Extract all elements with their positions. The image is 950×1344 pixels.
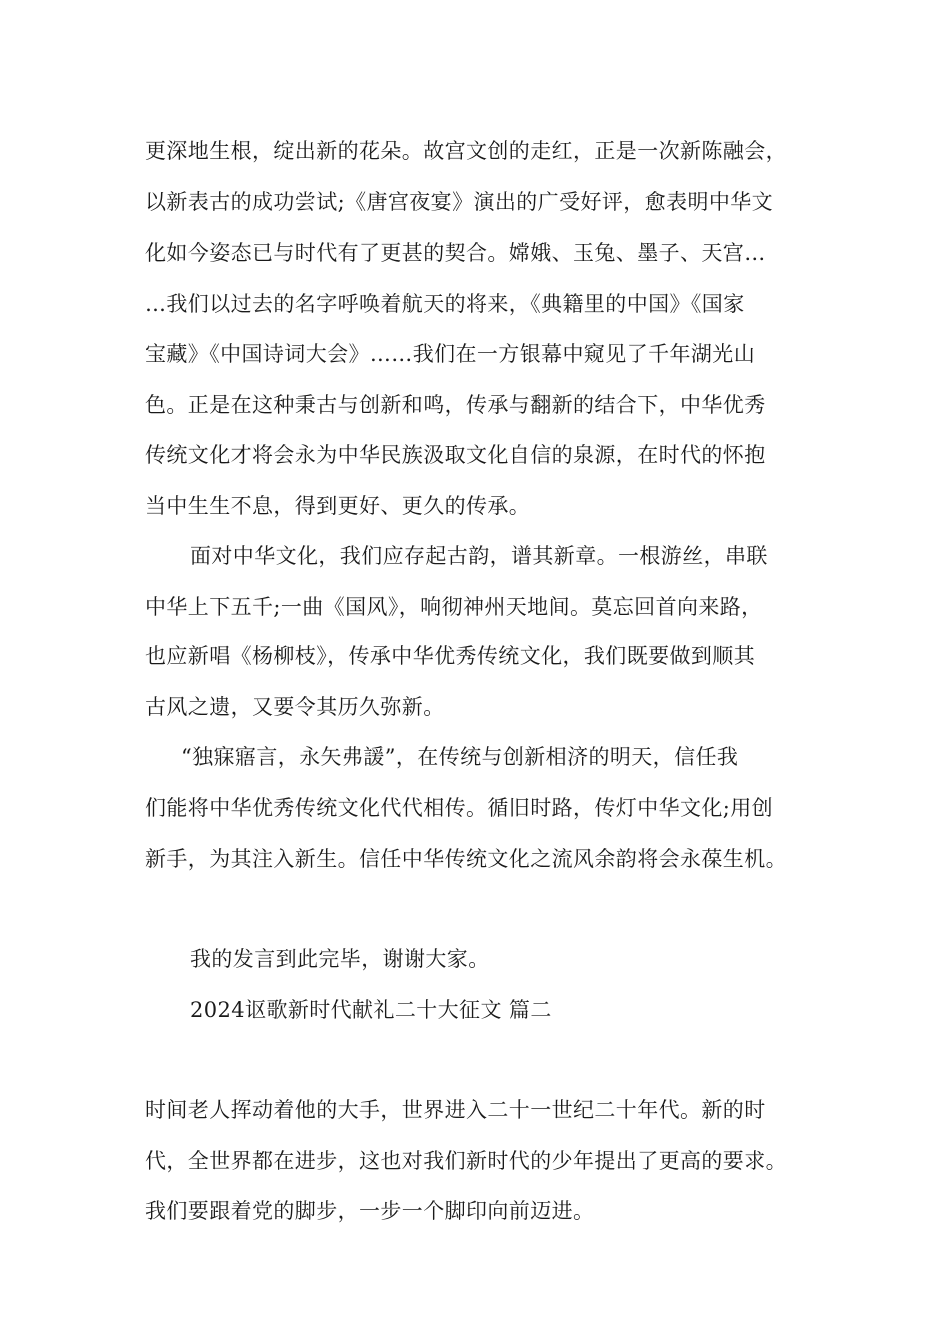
- paragraph-2-line-3: 也应新唱《杨柳枝》，传承中华优秀传统文化，我们既要做到顺其: [145, 644, 756, 668]
- paragraph-1-line-3: 化如今姿态已与时代有了更甚的契合。嫦娥、玉兔、墨子、天宫…: [145, 241, 766, 265]
- paragraph-3-line-1: “独寐寤言，永矢弗諼”，在传统与创新相济的明天，信任我: [181, 745, 739, 769]
- paragraph-4-line-2: 代，全世界都在进步，这也对我们新时代的少年提出了更高的要求。: [145, 1149, 787, 1173]
- paragraph-1-line-4: …我们以过去的名字呼唤着航天的将来，《典籍里的中国》《国家: [145, 292, 745, 316]
- paragraph-2-line-4: 古风之遗，又要令其历久弥新。: [145, 695, 445, 719]
- paragraph-1-line-7: 传统文化才将会永为中华民族汲取文化自信的泉源，在时代的怀抱: [145, 443, 766, 467]
- paragraph-4-line-1: 时间老人挥动着他的大手，世界进入二十一世纪二十年代。新的时: [145, 1098, 766, 1122]
- paragraph-1-line-8: 当中生生不息，得到更好、更久的传承。: [145, 494, 531, 518]
- paragraph-3-line-3: 新手，为其注入新生。信任中华传统文化之流风余韵将会永葆生机。: [145, 847, 787, 871]
- paragraph-2-line-2: 中华上下五千;一曲《国风》，响彻神州天地间。莫忘回首向来路，: [145, 595, 763, 619]
- paragraph-3-line-2: 们能将中华优秀传统文化代代相传。循旧时路，传灯中华文化;用创: [145, 796, 774, 820]
- closing-line: 我的发言到此完毕，谢谢大家。: [190, 947, 490, 971]
- paragraph-2-line-1: 面对中华文化，我们应存起古韵，谱其新章。一根游丝，串联: [190, 544, 768, 568]
- section-heading: 2024讴歌新时代献礼二十大征文 篇二: [190, 998, 552, 1022]
- paragraph-1-line-5: 宝藏》《中国诗词大会》……我们在一方银幕中窥见了千年湖光山: [145, 342, 756, 366]
- paragraph-4-line-3: 我们要跟着党的脚步，一步一个脚印向前迈进。: [145, 1199, 595, 1223]
- paragraph-1-line-2: 以新表古的成功尝试;《唐宫夜宴》演出的广受好评，愈表明中华文: [145, 190, 774, 214]
- paragraph-1-line-1: 更深地生根，绽出新的花朵。故宫文创的走红，正是一次新陈融会，: [145, 139, 787, 163]
- paragraph-1-line-6: 色。正是在这种秉古与创新和鸣，传承与翻新的结合下，中华优秀: [145, 393, 766, 417]
